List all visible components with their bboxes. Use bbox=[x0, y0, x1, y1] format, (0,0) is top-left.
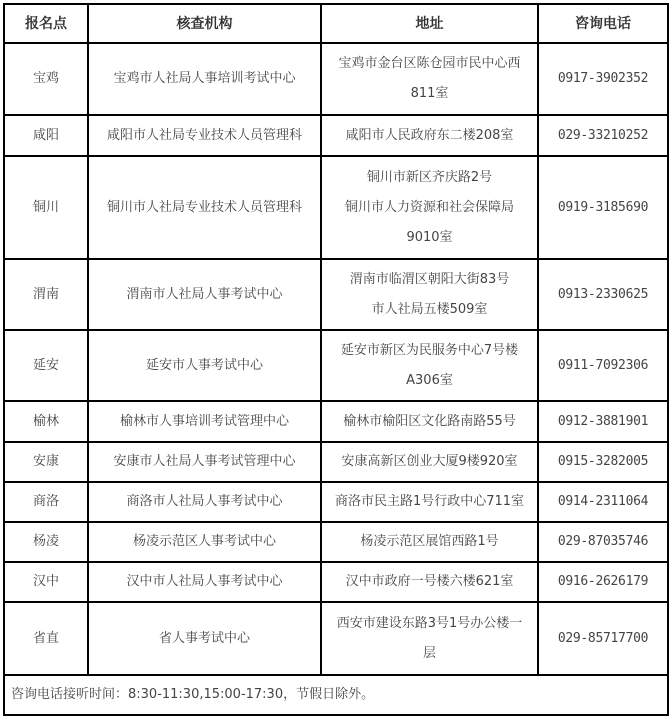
site-cell: 铜川 bbox=[4, 156, 88, 259]
address-line: 商洛市民主路1号行政中心711室 bbox=[334, 494, 525, 509]
agency-cell: 咸阳市人社局专业技术人员管理科 bbox=[88, 115, 321, 156]
site-cell: 安康 bbox=[4, 442, 88, 482]
header-phone: 咨询电话 bbox=[538, 4, 668, 43]
table-row bbox=[4, 401, 668, 442]
address-line: 铜川市人力资源和社会保障局 bbox=[344, 199, 514, 215]
site-cell: 省直 bbox=[4, 602, 88, 675]
phone-cell: 0917-3902352 bbox=[538, 43, 668, 115]
table-row bbox=[4, 522, 668, 562]
address-cell bbox=[321, 562, 538, 602]
site-cell: 延安 bbox=[4, 330, 88, 401]
phone-cell: 0916-2626179 bbox=[538, 562, 668, 602]
agency-cell: 渭南市人社局人事考试中心 bbox=[88, 259, 321, 330]
phone-cell: 0912-3881901 bbox=[538, 401, 668, 442]
address-cell bbox=[321, 156, 538, 259]
phone-cell: 029-85717700 bbox=[538, 602, 668, 675]
address-line: 层 bbox=[422, 645, 436, 661]
table-row bbox=[4, 482, 668, 522]
table-row bbox=[4, 156, 668, 259]
agency-cell: 杨凌示范区人事考试中心 bbox=[88, 522, 321, 562]
site-cell: 宝鸡 bbox=[4, 43, 88, 115]
table-row bbox=[4, 562, 668, 602]
agency-cell: 铜川市人社局专业技术人员管理科 bbox=[88, 156, 321, 259]
phone-cell: 0915-3282005 bbox=[538, 442, 668, 482]
address-line: 渭南市临渭区朝阳大街83号 bbox=[349, 271, 510, 287]
site-cell: 汉中 bbox=[4, 562, 88, 602]
address-line: 安康高新区创业大厦9楼920室 bbox=[341, 454, 518, 469]
address-cell bbox=[321, 482, 538, 522]
table-row bbox=[4, 43, 668, 115]
site-cell: 咸阳 bbox=[4, 115, 88, 156]
address-line: 汉中市政府一号楼六楼621室 bbox=[345, 574, 514, 589]
registration-sites-table bbox=[3, 3, 669, 716]
address-line: 延安市新区为民服务中心7号楼 bbox=[340, 342, 519, 358]
header-site: 报名点 bbox=[4, 4, 88, 43]
address-cell bbox=[321, 401, 538, 442]
agency-cell: 商洛市人社局人事考试中心 bbox=[88, 482, 321, 522]
table-header-row bbox=[4, 4, 668, 43]
address-cell bbox=[321, 115, 538, 156]
header-address: 地址 bbox=[321, 4, 538, 43]
address-cell bbox=[321, 602, 538, 675]
address-line: 杨凌示范区展馆西路1号 bbox=[360, 534, 499, 549]
header-agency: 核查机构 bbox=[88, 4, 321, 43]
table-row bbox=[4, 602, 668, 675]
phone-cell: 0911-7092306 bbox=[538, 330, 668, 401]
address-cell bbox=[321, 522, 538, 562]
site-cell: 杨凌 bbox=[4, 522, 88, 562]
agency-cell: 榆林市人事培训考试管理中心 bbox=[88, 401, 321, 442]
agency-cell: 汉中市人社局人事考试中心 bbox=[88, 562, 321, 602]
phone-cell: 029-87035746 bbox=[538, 522, 668, 562]
address-cell bbox=[321, 442, 538, 482]
site-cell: 榆林 bbox=[4, 401, 88, 442]
phone-cell: 0919-3185690 bbox=[538, 156, 668, 259]
address-line: 铜川市新区齐庆路2号 bbox=[366, 169, 493, 185]
address-line: 榆林市榆阳区文化路南路55号 bbox=[343, 413, 516, 429]
address-line: 9010室 bbox=[406, 229, 453, 245]
site-cell: 商洛 bbox=[4, 482, 88, 522]
table-row bbox=[4, 442, 668, 482]
phone-cell: 0913-2330625 bbox=[538, 259, 668, 330]
table-row bbox=[4, 259, 668, 330]
table-row bbox=[4, 115, 668, 156]
address-line: 811室 bbox=[410, 86, 449, 101]
address-line: 宝鸡市金台区陈仓园市民中心西 bbox=[338, 56, 521, 71]
address-line: 市人社局五楼509室 bbox=[371, 301, 488, 317]
phone-cell: 029-33210252 bbox=[538, 115, 668, 156]
footer-row bbox=[4, 675, 668, 715]
agency-cell: 宝鸡市人社局人事培训考试中心 bbox=[88, 43, 321, 115]
address-line: A306室 bbox=[406, 372, 453, 388]
address-cell bbox=[321, 330, 538, 401]
phone-cell: 0914-2311064 bbox=[538, 482, 668, 522]
hotline-hours-note: 咨询电话接听时间：8:30-11:30,15:00-17:30，节假日除外。 bbox=[4, 675, 668, 715]
table-row bbox=[4, 330, 668, 401]
agency-cell: 省人事考试中心 bbox=[88, 602, 321, 675]
site-cell: 渭南 bbox=[4, 259, 88, 330]
address-line: 咸阳市人民政府东二楼208室 bbox=[345, 127, 514, 143]
address-cell bbox=[321, 259, 538, 330]
agency-cell: 安康市人社局人事考试管理中心 bbox=[88, 442, 321, 482]
address-cell bbox=[321, 43, 538, 115]
agency-cell: 延安市人事考试中心 bbox=[88, 330, 321, 401]
address-line: 西安市建设东路3号1号办公楼一 bbox=[336, 615, 523, 631]
